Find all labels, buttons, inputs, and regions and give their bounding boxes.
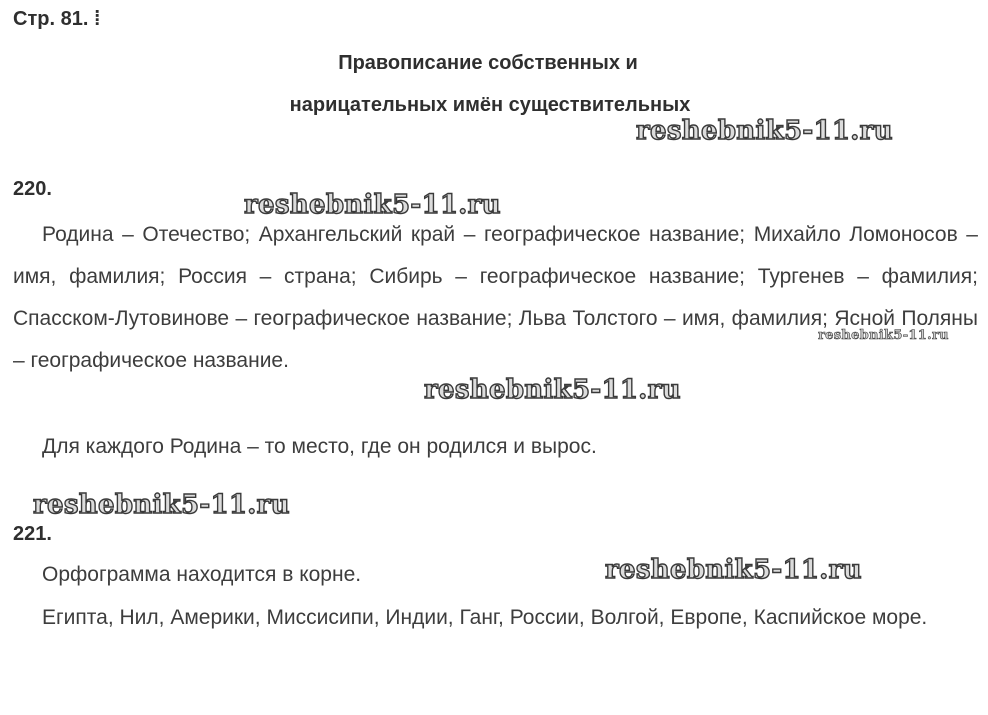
page-header: Стр. 81. ⁞	[13, 8, 101, 30]
exercise-220-answer: Родина – Отечество; Архангельский край – географическое название; Михайло Ломоносов – имя, фамилия; Россия – страна; Сибирь – географическое название; Тургенев – фамилия; Спасском-Лутовинове – географическое название; Льва Толстого – имя, фамилия; Ясной Поляны – географическое название.	[13, 223, 978, 372]
watermark: reshebnik5-11.ru	[33, 490, 290, 520]
exercise-221-word-list: Египта, Нил, Америки, Миссисипи, Индии, Ганг, России, Волгой, Европе, Каспийское море.	[42, 606, 928, 629]
exercise-221-spelling-note: Орфограмма находится в корне.	[42, 563, 362, 586]
section-title-line-2: нарицательных имён существительных	[289, 94, 691, 116]
watermark: reshebnik5-11.ru	[605, 555, 862, 585]
watermark: reshebnik5-11.ru	[818, 328, 949, 343]
exercise-220-number: 220.	[13, 178, 52, 200]
watermark: reshebnik5-11.ru	[424, 375, 681, 405]
watermark: reshebnik5-11.ru	[636, 116, 893, 146]
exercise-221-number: 221.	[13, 523, 52, 545]
exercise-220-conclusion: Для каждого Родина – то место, где он родился и вырос.	[42, 435, 597, 458]
watermark: reshebnik5-11.ru	[244, 190, 501, 220]
section-title-line-1: Правописание собственных и	[338, 52, 638, 74]
